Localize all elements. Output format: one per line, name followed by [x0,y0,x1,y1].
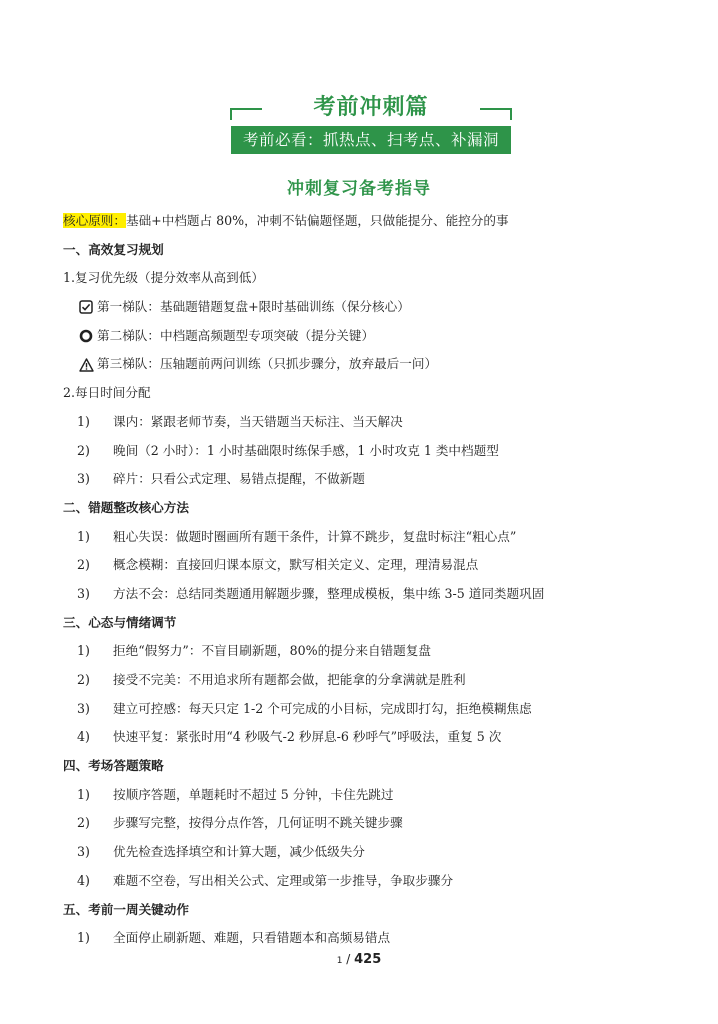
list-item-text: 粗心失误：做题时圈画所有题干条件，计算不跳步，复盘时标注“粗心点” [113,528,517,544]
list-item-number: 1) [77,930,90,946]
banner-title: 考前冲刺篇 [313,95,429,120]
section-heading-3: 三、心态与情绪调节 [63,614,177,630]
list-item [63,781,663,810]
list-item-text: 快速平复：紧张时用“4 秒吸气-2 秒屏息-6 秒呼气”呼吸法，重复 5 次 [113,729,502,745]
list-item-number: 1) [77,786,90,802]
core-principle-label: 核心原则： [63,213,126,228]
list-item-text: 按顺序答题，单题耗时不超过 5 分钟，卡住先跳过 [113,786,394,802]
list-item [63,695,663,724]
section-heading-5: 五、考前一周关键动作 [63,901,189,917]
list-item-number: 4) [77,729,90,745]
core-principle [63,207,663,236]
list-item-text: 课内：紧跟老师节奏，当天错题当天标注、当天解决 [113,413,403,429]
paragraph-daily-time: 2.每日时间分配 [63,385,151,401]
page-indicator [0,952,718,967]
paragraph-priority: 1.复习优先级（提分效率从高到低） [63,270,264,286]
list-item-number: 2) [77,442,90,458]
circle-icon [77,329,95,343]
list-item [63,924,663,953]
warning-icon [77,358,95,372]
list-item [63,408,663,437]
document-body [63,207,663,953]
page-separator: / [346,952,351,966]
section-heading-4: 四、考场答题策略 [63,758,164,774]
list-item-number: 1) [77,413,90,429]
current-page: 1 [336,956,343,966]
tier-item-1 [63,293,663,322]
core-principle-text: 基础+中档题占 80%，冲刺不钻偏题怪题，只做能提分、能控分的事 [125,213,509,228]
list-item-text: 概念模糊：直接回归课本原文，默写相关定义、定理，理清易混点 [113,557,479,573]
list-item-text: 全面停止刷新题、难题，只看错题本和高频易错点 [113,930,391,946]
list-item-number: 4) [77,872,90,888]
checkbox-icon [77,300,95,314]
list-item-number: 3) [77,585,90,601]
list-item [63,666,663,695]
list-item [63,809,663,838]
list-item-number: 3) [77,700,90,716]
list-item-text: 拒绝“假努力”：不盲目刷新题，80%的提分来自错题复盘 [113,643,431,659]
list-item-text: 晚间（2 小时）：1 小时基础限时练保手感，1 小时攻克 1 类中档题型 [113,442,499,458]
list-item [63,838,663,867]
banner-tagline: 考前必看：抓热点、扫考点、补漏洞 [231,126,511,154]
tier-item-3-text: 第三梯队：压轴题前两问训练（只抓步骤分，放弃最后一问） [97,356,438,372]
title-banner [230,94,512,162]
tier-item-3 [63,350,663,379]
list-item-text: 方法不会：总结同类题通用解题步骤，整理成模板，集中练 3-5 道同类题巩固 [113,585,545,601]
list-item-number: 3) [77,471,90,487]
list-item [63,867,663,896]
list-item-number: 2) [77,557,90,573]
list-item [63,551,663,580]
list-item-text: 步骤写完整，按得分点作答，几何证明不跳关键步骤 [113,815,403,831]
list-item-text: 碎片：只看公式定理、易错点提醒，不做新题 [113,471,365,487]
list-item-number: 3) [77,844,90,860]
list-item [63,637,663,666]
section-heading-1: 一、高效复习规划 [63,241,164,257]
list-item [63,580,663,609]
section-heading-2: 二、错题整改核心方法 [63,499,189,515]
total-pages: 425 [354,952,382,967]
list-item [63,465,663,494]
list-item [63,437,663,466]
list-item-text: 难题不空卷，写出相关公式、定理或第一步推导，争取步骤分 [113,872,454,888]
list-item-text: 建立可控感：每天只定 1-2 个可完成的小目标，完成即打勾，拒绝模糊焦虑 [113,700,532,716]
tier-item-2 [63,322,663,351]
list-item-number: 1) [77,528,90,544]
list-item-text: 接受不完美：不用追求所有题都会做，把能拿的分拿满就是胜利 [113,672,466,687]
list-item-text: 优先检查选择填空和计算大题，减少低级失分 [113,844,365,860]
list-item-number: 2) [77,815,90,831]
tier-item-1-text: 第一梯队：基础题错题复盘+限时基础训练（保分核心） [97,299,410,315]
list-item-number: 1) [77,643,90,659]
list-item-number: 2) [77,672,90,687]
tier-item-2-text: 第二梯队：中档题高频题型专项突破（提分关键） [97,327,375,343]
list-item [63,723,663,752]
page-subtitle: 冲刺复习备考指导 [287,179,431,199]
list-item [63,523,663,552]
